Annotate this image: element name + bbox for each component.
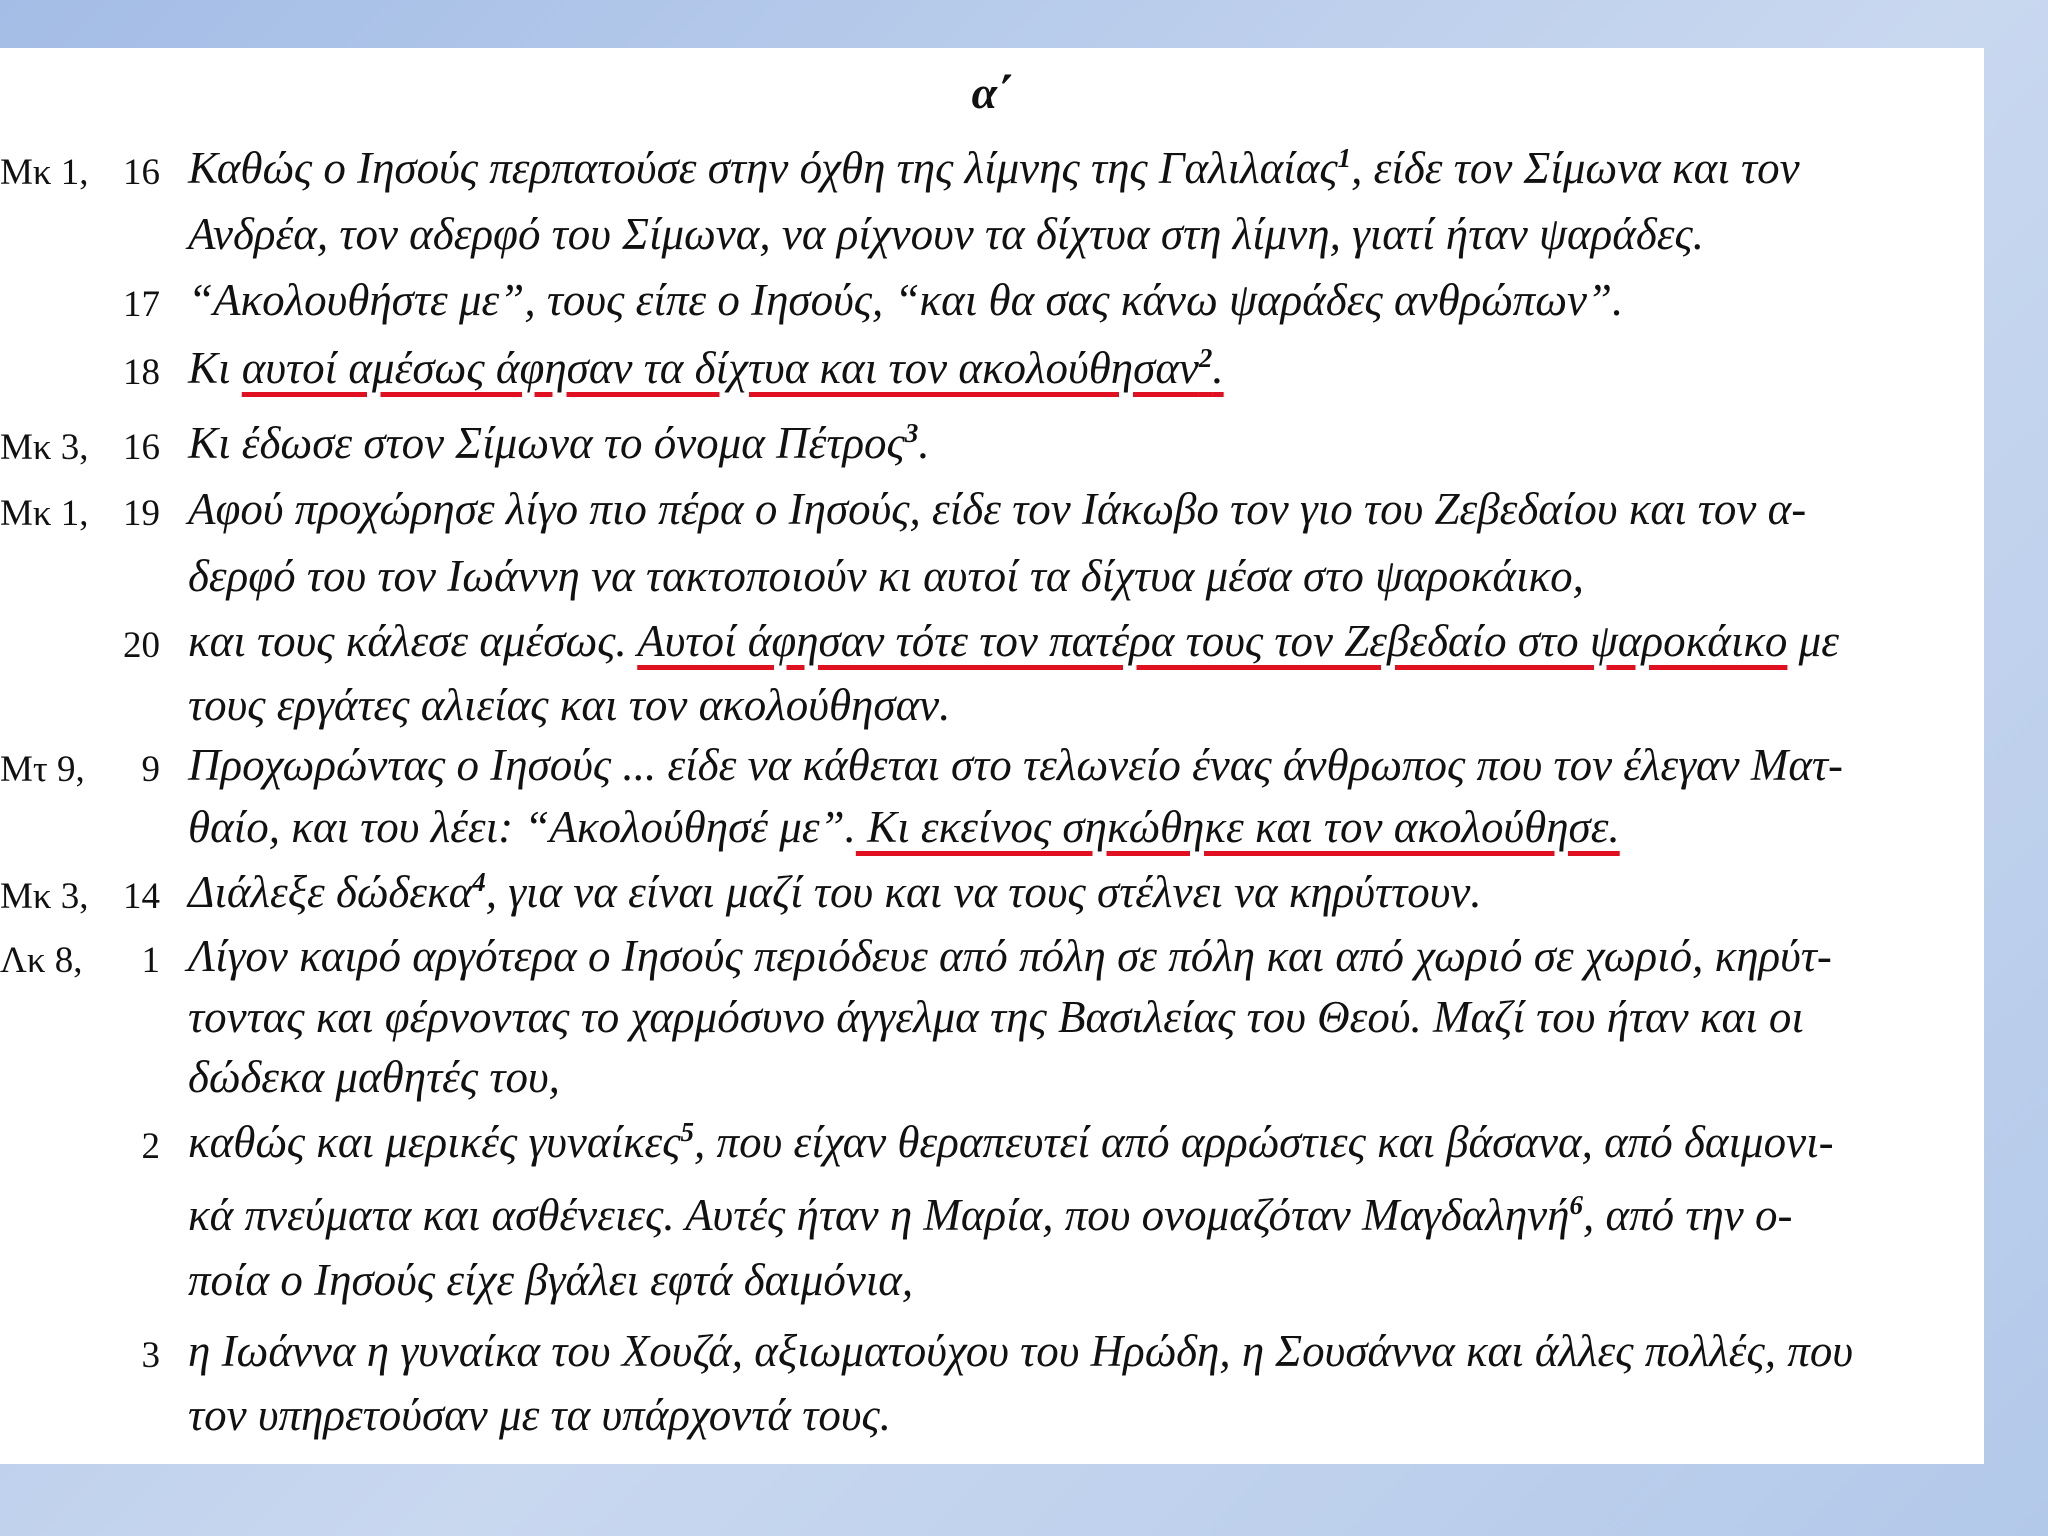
verse-reference: Μτ 9, — [0, 749, 85, 790]
text-line: Κι έδωσε στον Σίμωνα το όνομα Πέτρος$^3$. — [188, 418, 930, 468]
highlighted-phrase: αυτοί αμέσως άφησαν τα δίχτυα και τον ακολούθησαν$^2$. — [241, 343, 1224, 393]
text-line: και τους κάλεσε αμέσως. Αυτοί άφησαν τότε τον πατέρα τους τον Ζεβεδαίο στο ψαροκάικο με — [188, 616, 1839, 666]
highlighted-phrase: Αυτοί άφησαν τότε τον πατέρα τους τον Ζεβεδαίο στο ψαροκάικο — [637, 616, 1788, 666]
verse-number: 3 — [141, 1335, 160, 1376]
text-line: τους εργάτες αλιείας και τον ακολούθησαν. — [188, 680, 951, 730]
verse-reference: Μκ 1, — [0, 493, 89, 534]
text-line: δώδεκα μαθητές του, — [188, 1052, 560, 1102]
verse-number: 16 — [123, 427, 160, 468]
verse-number: 17 — [123, 284, 160, 325]
text-line: θαίο, και του λέει: “Ακολούθησέ με”. Κι εκείνος σηκώθηκε και τον ακολούθησε. — [188, 802, 1620, 852]
footnote-marker: 1 — [1337, 143, 1352, 173]
text-line: τοντας και φέρνοντας το χαρμόσυνο άγγελμα της Βασιλείας του Θεού. Μαζί του ήταν και οι — [188, 992, 1804, 1042]
verse-number: 19 — [123, 493, 160, 534]
text-line: Προχωρώντας ο Ιησούς ... είδε να κάθεται στο τελωνείο ένας άνθρωπος που τον έλεγαν Ματ- — [188, 740, 1844, 790]
text-line: ποία ο Ιησούς είχε βγάλει εφτά δαιμόνια, — [188, 1255, 914, 1305]
verse-number: 9 — [141, 749, 160, 790]
footnote-marker: 3 — [904, 418, 919, 448]
section-heading: α΄ — [971, 67, 1013, 118]
text-line: Ανδρέα, τον αδερφό του Σίμωνα, να ρίχνουν τα δίχτυα στη λίμνη, γιατί ήταν ψαράδες. — [188, 209, 1705, 259]
verse-number: 18 — [123, 352, 160, 393]
text-line: τον υπηρετούσαν με τα υπάρχοντά τους. — [188, 1390, 892, 1440]
verse-reference: Μκ 1, — [0, 152, 89, 193]
text-line: καθώς και μερικές γυναίκες$^5$, που είχαν θεραπευτεί από αρρώστιες και βάσανα, από δαιμονι- — [188, 1117, 1834, 1167]
text-line: κά πνεύματα και ασθένειες. Αυτές ήταν η Μαρία, που ονομαζόταν Μαγδαληνή$^6$, από την ο- — [188, 1190, 1793, 1240]
verse-reference: Λκ 8, — [0, 940, 83, 981]
text-line: Καθώς ο Ιησούς περπατούσε στην όχθη της λίμνης της Γαλιλαίας$^1$, είδε τον Σίμωνα και τον — [188, 143, 1800, 193]
text-line: δερφό του τον Ιωάννη να τακτοποιούν κι αυτοί τα δίχτυα μέσα στο ψαροκάικο, — [188, 551, 1584, 601]
verse-number: 20 — [123, 625, 160, 666]
document-page — [0, 48, 1984, 1464]
text-line: Λίγον καιρό αργότερα ο Ιησούς περιόδευε από πόλη σε πόλη και από χωριό σε χωριό, κηρύτ- — [188, 931, 1832, 981]
text-line: Διάλεξε δώδεκα$^4$, για να είναι μαζί του και να τους στέλνει να κηρύττουν. — [188, 867, 1482, 917]
verse-number: 1 — [141, 940, 160, 981]
footnote-marker: 6 — [1569, 1190, 1583, 1220]
highlighted-phrase: Κι εκείνος σηκώθηκε και τον ακολούθησε. — [855, 802, 1620, 852]
text-line: “Ακολουθήστε με”, τους είπε ο Ιησούς, “και θα σας κάνω ψαράδες ανθρώπων”. — [188, 275, 1624, 325]
verse-number: 14 — [123, 876, 160, 917]
verse-number: 16 — [123, 152, 160, 193]
text-line: η Ιωάννα η γυναίκα του Χουζά, αξιωματούχου του Ηρώδη, η Σουσάννα και άλλες πολλές, που — [188, 1326, 1853, 1376]
text-line: Κι αυτοί αμέσως άφησαν τα δίχτυα και τον ακολούθησαν$^2$. — [188, 343, 1224, 393]
verse-number: 2 — [141, 1126, 160, 1167]
footnote-marker: 5 — [680, 1117, 695, 1147]
text-line: Αφού προχώρησε λίγο πιο πέρα ο Ιησούς, είδε τον Ιάκωβο τον γιο του Ζεβεδαίου και τον α- — [188, 484, 1807, 534]
verse-reference: Μκ 3, — [0, 427, 89, 468]
footnote-marker: 2 — [1198, 343, 1213, 373]
footnote-marker: 4 — [472, 867, 486, 897]
verse-reference: Μκ 3, — [0, 876, 89, 917]
